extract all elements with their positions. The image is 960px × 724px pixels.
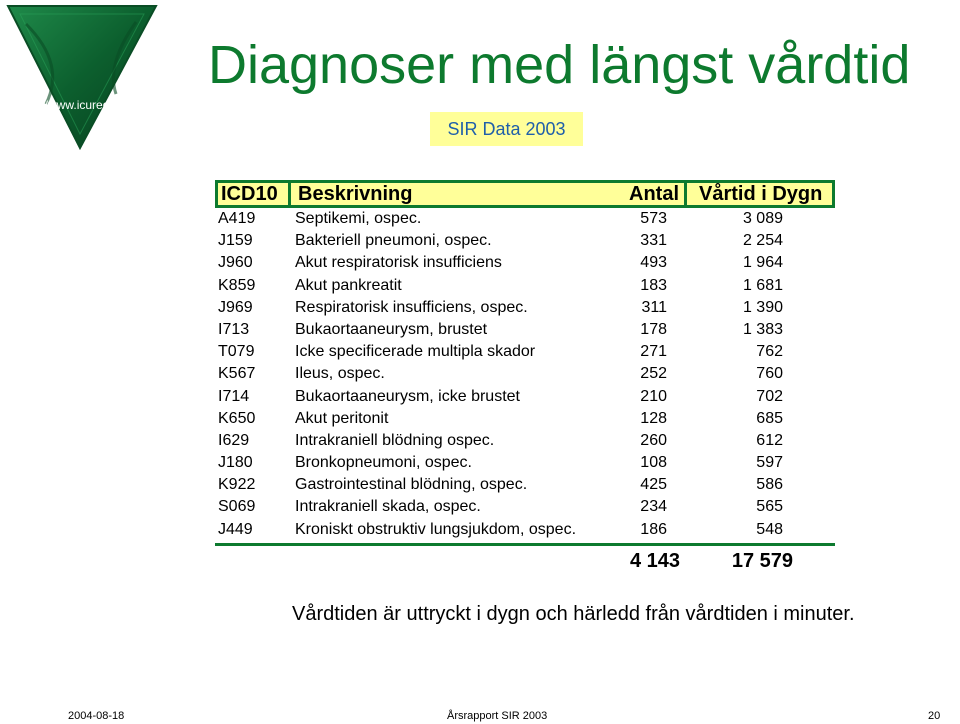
- row-antal: 128: [640, 409, 667, 427]
- header-separator: [288, 183, 291, 205]
- row-vardtid: 565: [756, 498, 783, 516]
- row-icd: K650: [218, 409, 256, 427]
- row-antal: 183: [640, 276, 667, 294]
- row-icd: J159: [218, 232, 253, 250]
- header-icd: ICD10: [221, 183, 278, 205]
- row-vardtid: 597: [756, 454, 783, 472]
- row-icd: S069: [218, 498, 256, 516]
- table-row: [215, 519, 835, 541]
- row-icd: J180: [218, 454, 253, 472]
- row-icd: J449: [218, 520, 253, 538]
- row-desc: Bukaortaaneurysm, icke brustet: [295, 387, 520, 405]
- subtitle-badge: SIR Data 2003: [430, 112, 583, 146]
- row-vardtid: 612: [756, 431, 783, 449]
- page-number: 20: [928, 710, 941, 722]
- logo: [6, 4, 158, 150]
- row-desc: Bronkopneumoni, ospec.: [295, 454, 472, 472]
- header-vardtid: Vårtid i Dygn: [699, 183, 823, 205]
- table-row: [215, 496, 835, 518]
- row-desc: Bukaortaaneurysm, brustet: [295, 320, 488, 338]
- row-icd: A419: [218, 210, 256, 227]
- row-antal: 573: [640, 210, 667, 227]
- footer-title: Årsrapport SIR 2003: [447, 710, 548, 722]
- totals-row: [215, 546, 835, 576]
- row-antal: 425: [640, 476, 667, 494]
- row-icd: J969: [218, 298, 253, 316]
- row-antal: 178: [640, 320, 667, 338]
- row-vardtid: 762: [756, 343, 783, 361]
- row-desc: Intrakraniell blödning ospec.: [295, 431, 495, 449]
- table-row: [215, 319, 835, 341]
- table-row: [215, 408, 835, 430]
- table-row: [215, 474, 835, 496]
- row-vardtid: 685: [756, 409, 783, 427]
- table-row: [215, 297, 835, 319]
- row-antal: 311: [641, 298, 667, 316]
- row-antal: 260: [640, 431, 667, 449]
- row-vardtid: 1 681: [742, 276, 783, 294]
- row-antal: 493: [640, 254, 667, 272]
- row-antal: 210: [640, 387, 667, 405]
- row-antal: 108: [640, 454, 667, 472]
- header-antal: Antal: [629, 183, 679, 205]
- row-icd: T079: [218, 343, 255, 361]
- row-vardtid: 1 964: [742, 254, 783, 272]
- row-vardtid: 760: [756, 365, 783, 383]
- row-desc: Akut peritonit: [295, 409, 389, 427]
- row-antal: 234: [640, 498, 667, 516]
- row-vardtid: 702: [756, 387, 783, 405]
- row-antal: 186: [640, 520, 667, 538]
- row-desc: Intrakraniell skada, ospec.: [295, 498, 481, 516]
- row-desc: Akut respiratorisk insufficiens: [295, 254, 502, 272]
- row-icd: J960: [218, 254, 253, 272]
- row-vardtid: 586: [756, 476, 783, 494]
- row-desc: Respiratorisk insufficiens, ospec.: [295, 298, 528, 316]
- row-antal: 271: [640, 343, 667, 361]
- total-vardtid: 17 579: [731, 549, 793, 572]
- table-row: [215, 208, 835, 230]
- header-separator: [684, 183, 687, 205]
- row-vardtid: 2 254: [742, 232, 783, 250]
- total-antal: 4 143: [629, 549, 680, 572]
- row-icd: K922: [218, 476, 256, 494]
- table-header: [215, 180, 835, 208]
- table-row: [215, 386, 835, 408]
- row-antal: 252: [640, 365, 667, 383]
- row-desc: Ileus, ospec.: [295, 365, 385, 383]
- row-desc: Septikemi, ospec.: [295, 210, 422, 227]
- header-desc: Beskrivning: [298, 183, 413, 205]
- diagnosis-table: [215, 180, 835, 576]
- row-vardtid: 548: [756, 520, 783, 538]
- row-vardtid: 1 383: [742, 320, 783, 338]
- table-row: [215, 275, 835, 297]
- row-vardtid: 1 390: [742, 298, 783, 316]
- footer-date: 2004-08-18: [68, 710, 125, 722]
- row-desc: Akut pankreatit: [295, 276, 402, 294]
- row-vardtid: 3 089: [742, 210, 783, 227]
- row-icd: I714: [218, 387, 250, 405]
- page-title: Diagnoser med längst vårdtid: [208, 35, 911, 95]
- row-desc: Icke specificerade multipla skador: [295, 343, 536, 361]
- row-antal: 331: [640, 232, 667, 250]
- row-icd: K859: [218, 276, 256, 294]
- table-row: [215, 430, 835, 452]
- table-body: [215, 208, 835, 541]
- row-icd: K567: [218, 365, 256, 383]
- table-row: [215, 363, 835, 385]
- row-icd: I713: [218, 320, 250, 338]
- row-icd: I629: [218, 431, 250, 449]
- triangle-logo-icon: [6, 4, 158, 150]
- row-desc: Bakteriell pneumoni, ospec.: [295, 232, 492, 250]
- footnote: Vårdtiden är uttryckt i dygn och härledd från vårdtiden i minuter.: [292, 603, 855, 625]
- logo-url[interactable]: http://www.icuregswe.org: [18, 98, 152, 112]
- table-row: [215, 341, 835, 363]
- table-row: [215, 230, 835, 252]
- row-desc: Kroniskt obstruktiv lungsjukdom, ospec.: [295, 520, 577, 538]
- row-desc: Gastrointestinal blödning, ospec.: [295, 476, 528, 494]
- table-row: [215, 252, 835, 274]
- table-row: [215, 452, 835, 474]
